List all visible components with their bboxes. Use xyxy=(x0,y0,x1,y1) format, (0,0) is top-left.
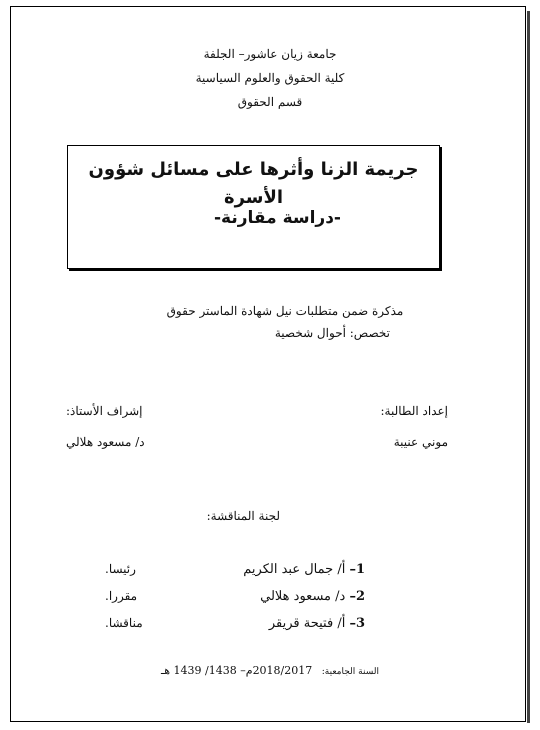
faculty-name: كلية الحقوق والعلوم السياسية xyxy=(195,71,345,85)
university-name: جامعة زيان عاشور– الجلفة xyxy=(203,47,337,61)
title-box xyxy=(67,145,440,269)
student-name: موني عنيبة xyxy=(393,435,448,449)
jury-member-number: 3– xyxy=(349,616,365,631)
academic-year xyxy=(130,664,410,677)
jury-member-number: 1– xyxy=(349,562,365,577)
thesis-title: جريمة الزنا وأثرها على مسائل شؤون الأسرة xyxy=(88,159,419,208)
academic-year-label: السنة الجامعية: xyxy=(321,667,379,677)
jury-member-name: أ/ جمال عبد الكريم xyxy=(243,562,346,577)
jury-member-name: أ/ فتيحة قريقر xyxy=(268,616,346,631)
supervisor-label: إشراف الأستاذ: xyxy=(66,404,143,418)
academic-year-value: 2018/2017م– 1438/ 1439 هـ xyxy=(161,664,313,677)
jury-member-1 xyxy=(105,562,365,589)
jury-member-name: د/ مسعود هلالي xyxy=(260,589,346,604)
jury-member-role: مقررا. xyxy=(105,589,138,603)
thesis-info xyxy=(120,300,450,344)
jury-list xyxy=(105,562,365,643)
department-name: قسم الحقوق xyxy=(237,95,303,109)
jury-member-role: رئيسا. xyxy=(105,562,136,576)
jury-member-number: 2– xyxy=(349,589,365,604)
jury-member-role: مناقشا. xyxy=(105,616,143,630)
jury-member-3 xyxy=(105,616,365,643)
supervisor-name: د/ مسعود هلالي xyxy=(66,435,145,449)
thesis-specialization: تخصص: أحوال شخصية xyxy=(274,326,390,340)
jury-member-2 xyxy=(105,589,365,616)
thesis-subtitle: -دراسة مقارنة- xyxy=(213,208,341,228)
jury-heading: لجنة المناقشة: xyxy=(206,509,280,523)
institution-header xyxy=(150,42,390,114)
student-label: إعداد الطالبة: xyxy=(380,404,448,418)
thesis-purpose: مذكرة ضمن متطلبات نيل شهادة الماستر حقوق xyxy=(166,304,404,318)
